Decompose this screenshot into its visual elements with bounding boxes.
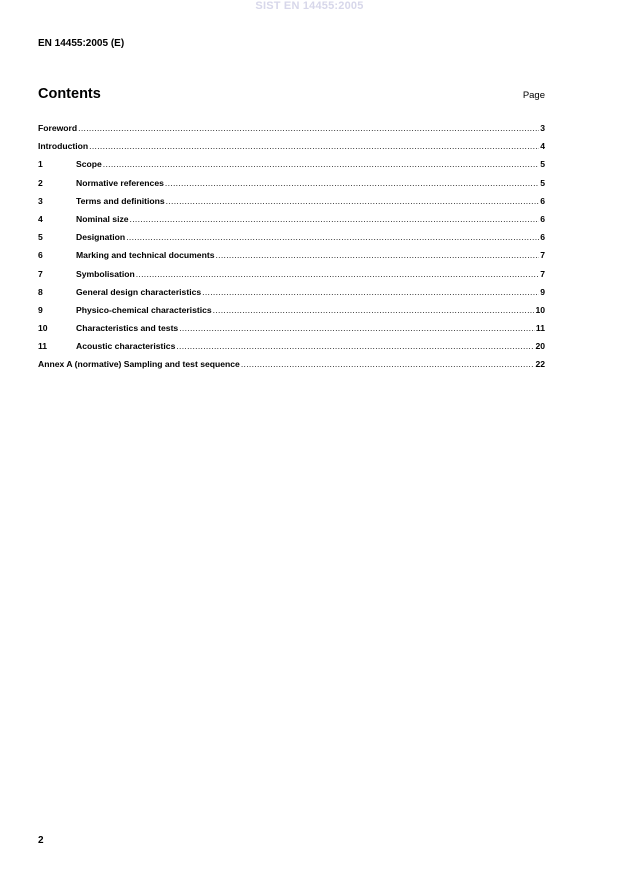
toc-entry-number: 6 [38, 250, 43, 261]
toc-entry-title: Marking and technical documents [76, 250, 215, 261]
toc-entry-page: 9 [540, 286, 545, 297]
toc-entry[interactable] [38, 250, 545, 268]
toc-dot-leader [179, 323, 535, 333]
toc-entry[interactable] [38, 323, 545, 341]
toc-entry[interactable] [38, 196, 545, 214]
toc-dot-leader [126, 232, 539, 242]
toc-entry[interactable] [38, 232, 545, 250]
toc-entry-page: 7 [540, 268, 545, 279]
toc-entry[interactable] [38, 159, 545, 177]
toc-entry[interactable] [38, 305, 545, 323]
page-number: 2 [38, 835, 44, 846]
toc-entry[interactable] [38, 178, 545, 196]
toc-entry-title: Nominal size [76, 213, 129, 224]
toc-entry-page: 6 [540, 213, 545, 224]
page-column-label: Page [522, 90, 545, 101]
toc-entry-number: 8 [38, 286, 43, 297]
toc-entry[interactable] [38, 214, 545, 232]
toc-entry-title: Symbolisation [76, 268, 135, 279]
toc-entry-page: 6 [540, 232, 545, 243]
toc-entry[interactable] [38, 141, 545, 159]
toc-dot-leader [89, 141, 539, 151]
toc-entry-title: Normative references [76, 177, 164, 188]
toc-entry-number: 1 [38, 159, 43, 170]
toc-dot-leader [136, 269, 539, 279]
toc-dot-leader [130, 214, 540, 224]
document-id: EN 14455:2005 (E) [38, 38, 125, 49]
toc-dot-leader [78, 123, 539, 133]
table-of-contents [38, 123, 545, 378]
toc-entry[interactable] [38, 123, 545, 141]
watermark: SIST EN 14455:2005 [255, 0, 364, 12]
toc-entry-page: 4 [540, 141, 545, 152]
toc-dot-leader [213, 305, 535, 315]
toc-entry-page: 20 [535, 341, 545, 352]
toc-entry-number: 2 [38, 177, 43, 188]
toc-entry-page: 6 [540, 195, 545, 206]
toc-entry-page: 11 [535, 323, 545, 334]
toc-entry-page: 5 [540, 177, 545, 188]
toc-dot-leader [241, 359, 535, 369]
toc-entry-page: 7 [540, 250, 545, 261]
toc-entry[interactable] [38, 287, 545, 305]
toc-entry-page: 3 [540, 123, 545, 133]
toc-entry-number: 7 [38, 268, 43, 279]
toc-entry-number: 11 [38, 341, 48, 352]
toc-entry-title: Acoustic characteristics [76, 341, 176, 352]
toc-entry-title: Physico-chemical characteristics [76, 304, 212, 315]
toc-entry-page: 22 [535, 359, 545, 370]
toc-entry-title: Designation [76, 232, 126, 243]
toc-entry[interactable] [38, 341, 545, 359]
toc-entry-number: 9 [38, 304, 43, 315]
toc-entry-title: Annex A (normative) Sampling and test sequence [38, 359, 240, 370]
toc-entry-number: 4 [38, 213, 43, 224]
toc-entry-title: General design characteristics [76, 286, 202, 297]
toc-dot-leader [215, 250, 539, 260]
toc-entry-title: Introduction [38, 141, 89, 152]
toc-dot-leader [165, 178, 539, 188]
toc-entry-title: Foreword [38, 123, 78, 133]
toc-entry-number: 10 [38, 323, 48, 334]
toc-dot-leader [202, 287, 539, 297]
toc-dot-leader [103, 159, 539, 169]
contents-heading: Contents [38, 86, 101, 102]
toc-entry-number: 5 [38, 232, 43, 243]
toc-entry-title: Characteristics and tests [76, 323, 179, 334]
toc-entry[interactable] [38, 359, 545, 377]
toc-entry[interactable] [38, 269, 545, 287]
toc-dot-leader [176, 341, 534, 351]
toc-dot-leader [166, 196, 540, 206]
toc-entry-title: Scope [76, 159, 102, 170]
toc-entry-title: Terms and definitions [76, 195, 165, 206]
toc-entry-page: 5 [540, 159, 545, 170]
toc-entry-number: 3 [38, 195, 43, 206]
toc-entry-page: 10 [535, 304, 545, 315]
